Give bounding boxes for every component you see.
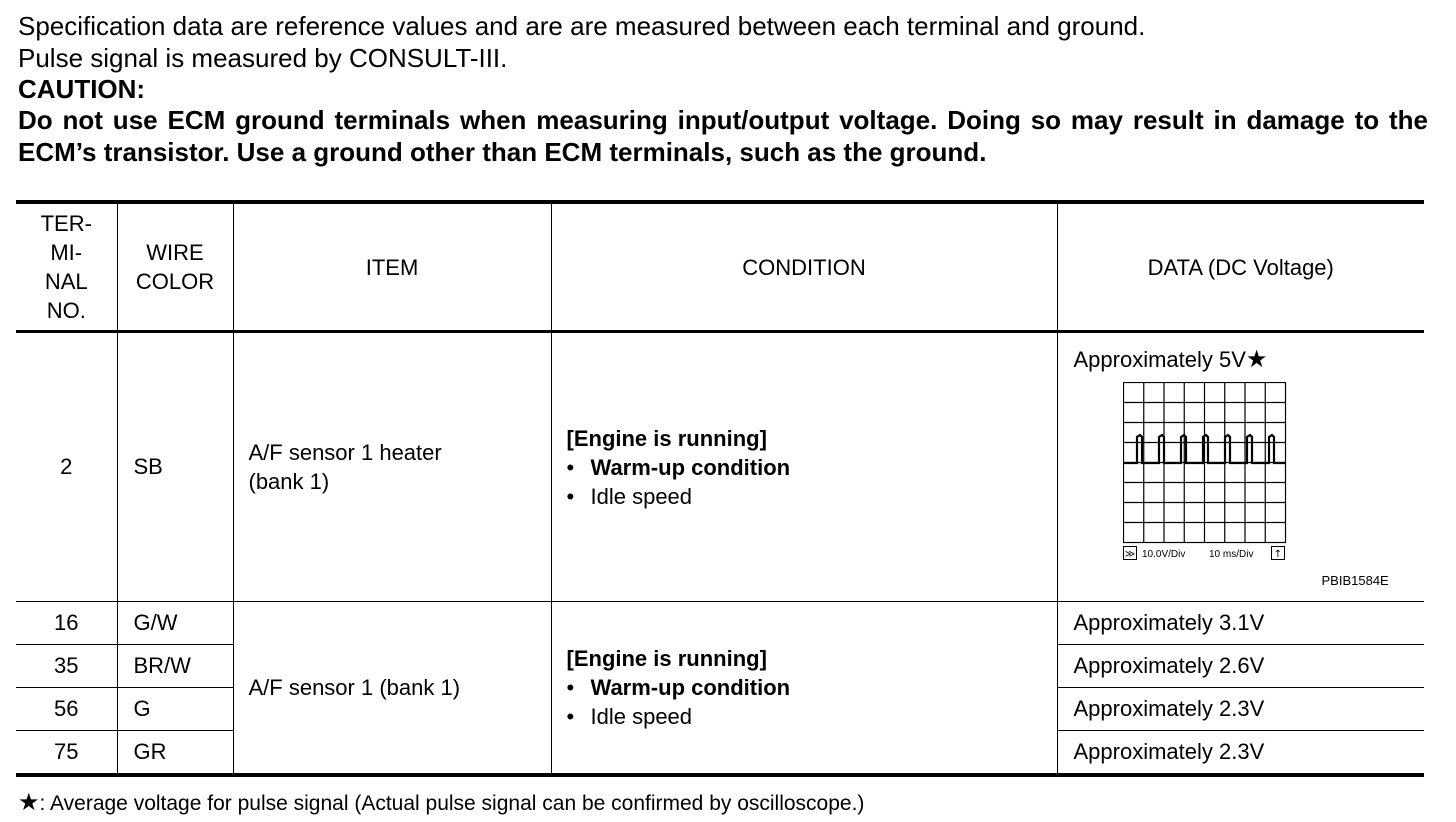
terminal-cell: 35	[16, 645, 117, 688]
condition-bullet: • Warm-up condition	[566, 675, 791, 700]
item-cell: A/F sensor 1 heater (bank 1)	[233, 332, 551, 602]
wire-color-cell: SB	[117, 332, 233, 602]
condition-heading: [Engine is running]	[566, 646, 767, 671]
terminal-cell: 16	[16, 602, 117, 645]
item-cell: A/F sensor 1 (bank 1)	[233, 602, 551, 776]
figure-id: PBIB1584E	[1321, 573, 1389, 588]
data-value: Approximately 2.3V	[1057, 731, 1424, 776]
data-cell	[1057, 332, 1424, 602]
wire-color-cell: G/W	[117, 602, 233, 645]
table-row	[16, 332, 1424, 602]
scope-voltage-division: 10.0V/Div	[1141, 549, 1185, 560]
wire-color-cell: GR	[117, 731, 233, 776]
oscilloscope-waveform-figure	[1123, 382, 1287, 564]
condition-bullet: • Idle speed	[566, 483, 693, 509]
terminal-cell: 2	[16, 332, 117, 602]
terminal-cell: 56	[16, 688, 117, 731]
footnote: ★: Average voltage for pulse signal (Actual pulse signal can be confirmed by oscilloscope.)	[18, 789, 865, 816]
header-data: DATA (DC Voltage)	[1057, 202, 1424, 332]
condition-bullet: • Warm-up condition	[566, 454, 791, 480]
star-icon: ★	[18, 789, 40, 816]
pulse-note: Pulse signal is measured by CONSULT-III.	[18, 43, 508, 73]
header-condition: CONDITION	[551, 202, 1057, 332]
terminal-cell: 75	[16, 731, 117, 776]
data-value: Approximately 2.6V	[1057, 645, 1424, 688]
scope-fast-forward-icon: ≫	[1124, 549, 1135, 560]
data-value: Approximately 2.3V	[1057, 688, 1424, 731]
header-item: ITEM	[233, 202, 551, 332]
spec-intro	[18, 10, 1438, 168]
scope-time-division: 10 ms/Div	[1208, 549, 1253, 560]
wire-color-cell: BR/W	[117, 645, 233, 688]
star-icon: ★	[1245, 346, 1268, 373]
condition-heading: [Engine is running]	[566, 425, 767, 451]
condition-bullet: • Idle speed	[566, 704, 693, 729]
header-wire-color: WIRE COLOR	[117, 202, 233, 332]
spec-note: Specification data are reference values and are are measured between each terminal and ground.	[18, 11, 1146, 41]
caution-title: CAUTION:	[18, 74, 146, 104]
data-value: Approximately 3.1V	[1057, 602, 1424, 645]
terminal-spec-table	[16, 200, 1424, 777]
wire-color-cell: G	[117, 688, 233, 731]
table-header-row	[16, 202, 1424, 332]
data-value: Approximately 5V★	[1073, 346, 1268, 373]
header-terminal-no: TER- MI- NAL NO.	[16, 202, 117, 332]
scope-trigger-icon: ↑	[1273, 549, 1282, 560]
caution-text: Do not use ECM ground terminals when measuring input/output voltage. Doing so may result in damage to the ECM’s transistor. Use a ground other than ECM terminals, such as the ground.	[18, 105, 1428, 167]
table-row	[16, 602, 1424, 645]
condition-cell	[551, 602, 1057, 776]
condition-cell	[551, 332, 1057, 602]
